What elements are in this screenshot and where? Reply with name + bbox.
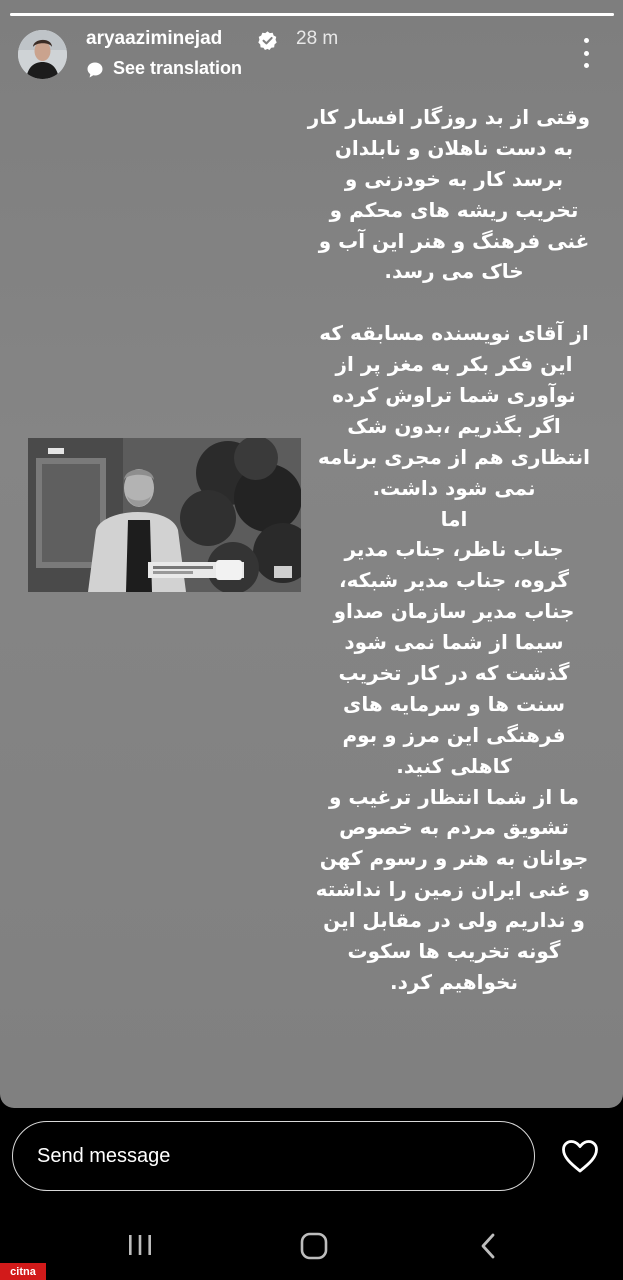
- caption-line: سنت ها و سرمایه های: [342, 691, 565, 716]
- more-vertical-icon[interactable]: [574, 38, 598, 68]
- username[interactable]: aryaaziminejad: [86, 28, 223, 49]
- caption-line: غنی فرهنگ و هنر این آب و: [318, 228, 590, 253]
- caption-line: جناب ناظر، جناب مدیر: [344, 537, 564, 562]
- recents-icon[interactable]: [126, 1234, 154, 1256]
- caption-line: تشویق مردم به خصوص: [339, 815, 569, 840]
- story-progress-bar: [10, 13, 614, 16]
- home-icon[interactable]: [300, 1232, 328, 1260]
- caption-line: فرهنگی این مرز و بوم: [342, 722, 566, 747]
- send-message-placeholder: Send message: [37, 1145, 171, 1167]
- caption-line: نخواهیم کرد.: [390, 969, 518, 994]
- caption-line: جناب مدیر سازمان صداو: [333, 599, 575, 624]
- back-icon[interactable]: [478, 1232, 498, 1260]
- caption-line: اما: [440, 506, 468, 531]
- caption-line: نمی شود داشت.: [372, 475, 536, 500]
- story-caption: [307, 102, 590, 998]
- caption-line: سیما از شما نمی شود: [344, 630, 564, 655]
- caption-line: انتظاری هم از مجری برنامه: [317, 444, 590, 469]
- caption-line: و نداریم ولی در مقابل این: [323, 908, 585, 933]
- avatar[interactable]: [18, 30, 67, 79]
- caption-line: گروه، جناب مدیر شبکه،: [338, 568, 570, 593]
- verified-badge-icon: [257, 30, 278, 51]
- caption-line: جوانان به هنر و رسوم کهن: [319, 846, 589, 871]
- caption-line: تخریب ریشه های محکم و: [329, 197, 579, 222]
- story-progress-fill: [10, 13, 614, 16]
- system-navigation-bar: [0, 1214, 623, 1280]
- caption-line: و غنی ایران زمین را نداشته: [315, 877, 590, 902]
- send-message-input[interactable]: [12, 1121, 535, 1191]
- translate-icon[interactable]: [86, 61, 104, 79]
- caption-line: به دست ناهلان و نابلدان: [334, 135, 574, 160]
- caption-line: از آقای نویسنده مسابقه که: [319, 321, 589, 346]
- caption-line: این فکر بکر به مغز پر از: [335, 352, 573, 377]
- caption-line: کاهلی کنید.: [396, 753, 512, 778]
- caption-line: وقتی از بد روزگار افسار کار: [307, 105, 590, 129]
- caption-line: [318, 287, 590, 318]
- story-photo: [28, 438, 301, 592]
- caption-line: گونه تخریب ها سکوت: [347, 939, 561, 964]
- post-time: 28 m: [296, 28, 339, 49]
- caption-line: گذشت که در کار تخریب: [338, 661, 570, 686]
- see-translation-link[interactable]: See translation: [113, 58, 243, 78]
- heart-icon[interactable]: [560, 1138, 600, 1176]
- caption-line: ما از شما انتظار ترغیب و: [328, 784, 580, 809]
- site-watermark-logo: citna: [0, 1263, 46, 1280]
- caption-line: اگر بگذریم ،بدون شک: [347, 413, 561, 438]
- caption-line: برسد کار به خودزنی و: [344, 166, 564, 191]
- caption-line: نوآوری شما تراوش کرده: [332, 383, 576, 408]
- caption-line: خاک می رسد.: [384, 259, 524, 284]
